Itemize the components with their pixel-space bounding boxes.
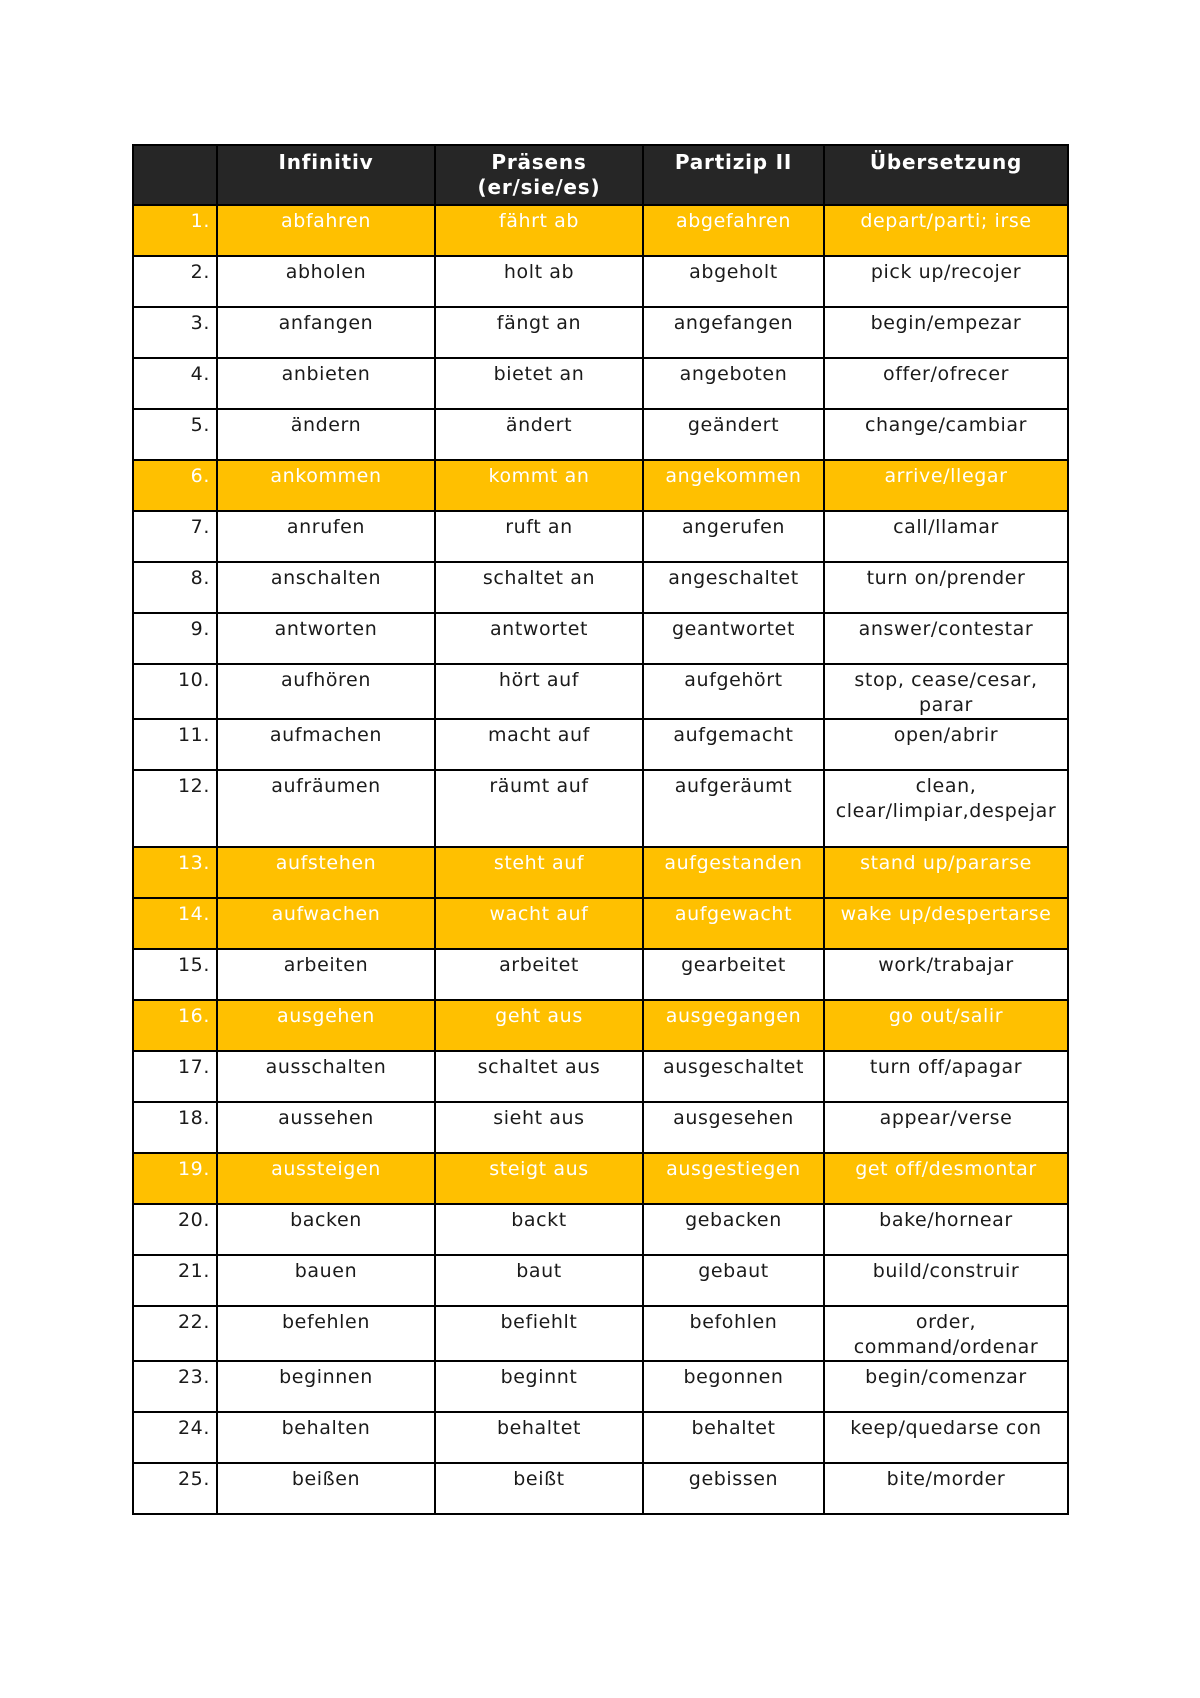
cell-number: 17. [133,1051,217,1102]
cell-number: 5. [133,409,217,460]
cell-infinitiv: ausgehen [217,1000,435,1051]
table-row-highlighted [133,205,1068,256]
cell-number: 19. [133,1153,217,1204]
table-row [133,256,1068,307]
cell-uebersetzung: go out/salir [824,1000,1068,1051]
cell-praesens: behaltet [435,1412,643,1463]
cell-uebersetzung: pick up/recojer [824,256,1068,307]
table-row [133,1102,1068,1153]
cell-number: 7. [133,511,217,562]
cell-uebersetzung: build/construir [824,1255,1068,1306]
cell-praesens: geht aus [435,1000,643,1051]
cell-infinitiv: behalten [217,1412,435,1463]
cell-number: 4. [133,358,217,409]
header-infinitiv: Infinitiv [217,145,435,205]
table-row [133,307,1068,358]
cell-infinitiv: abfahren [217,205,435,256]
cell-uebersetzung: arrive/llegar [824,460,1068,511]
table-row [133,770,1068,847]
cell-partizip: behaltet [643,1412,824,1463]
cell-uebersetzung: offer/ofrecer [824,358,1068,409]
cell-infinitiv: beginnen [217,1361,435,1412]
cell-praesens: backt [435,1204,643,1255]
cell-praesens: baut [435,1255,643,1306]
cell-uebersetzung: work/trabajar [824,949,1068,1000]
table-body [133,205,1068,1514]
cell-uebersetzung: begin/empezar [824,307,1068,358]
cell-partizip: abgefahren [643,205,824,256]
cell-uebersetzung: stop, cease/cesar, parar [824,664,1068,719]
cell-uebersetzung: bake/hornear [824,1204,1068,1255]
cell-praesens: beginnt [435,1361,643,1412]
cell-partizip: angerufen [643,511,824,562]
header-uebersetzung: Übersetzung [824,145,1068,205]
cell-number: 25. [133,1463,217,1514]
cell-number: 11. [133,719,217,770]
cell-infinitiv: anbieten [217,358,435,409]
cell-praesens: antwortet [435,613,643,664]
cell-infinitiv: ausschalten [217,1051,435,1102]
cell-uebersetzung: clean, clear/limpiar,despejar [824,770,1068,847]
cell-partizip: ausgesehen [643,1102,824,1153]
cell-uebersetzung: turn on/prender [824,562,1068,613]
table-row [133,358,1068,409]
cell-partizip: ausgestiegen [643,1153,824,1204]
cell-number: 12. [133,770,217,847]
cell-uebersetzung: open/abrir [824,719,1068,770]
cell-infinitiv: bauen [217,1255,435,1306]
table-row [133,562,1068,613]
cell-partizip: gebacken [643,1204,824,1255]
table-row-highlighted [133,847,1068,898]
cell-uebersetzung: order, command/ordenar [824,1306,1068,1361]
cell-praesens: schaltet an [435,562,643,613]
cell-number: 14. [133,898,217,949]
cell-partizip: gebaut [643,1255,824,1306]
table-row [133,1204,1068,1255]
cell-number: 24. [133,1412,217,1463]
table-row [133,1255,1068,1306]
cell-number: 23. [133,1361,217,1412]
table-row [133,1306,1068,1361]
cell-number: 22. [133,1306,217,1361]
cell-praesens: schaltet aus [435,1051,643,1102]
table-row [133,511,1068,562]
cell-number: 18. [133,1102,217,1153]
cell-partizip: begonnen [643,1361,824,1412]
cell-uebersetzung: change/cambiar [824,409,1068,460]
header-number [133,145,217,205]
verb-table [132,144,1069,1515]
cell-number: 21. [133,1255,217,1306]
cell-infinitiv: aufhören [217,664,435,719]
cell-infinitiv: anfangen [217,307,435,358]
cell-infinitiv: ankommen [217,460,435,511]
cell-infinitiv: arbeiten [217,949,435,1000]
cell-uebersetzung: turn off/apagar [824,1051,1068,1102]
cell-praesens: fängt an [435,307,643,358]
cell-uebersetzung: answer/contestar [824,613,1068,664]
cell-number: 10. [133,664,217,719]
table-row-highlighted [133,460,1068,511]
cell-partizip: geantwortet [643,613,824,664]
cell-praesens: bietet an [435,358,643,409]
cell-partizip: angekommen [643,460,824,511]
cell-uebersetzung: appear/verse [824,1102,1068,1153]
cell-number: 13. [133,847,217,898]
cell-uebersetzung: call/llamar [824,511,1068,562]
table-header [133,145,1068,205]
cell-praesens: beißt [435,1463,643,1514]
table-row-highlighted [133,1000,1068,1051]
cell-infinitiv: aufwachen [217,898,435,949]
cell-uebersetzung: keep/quedarse con [824,1412,1068,1463]
cell-partizip: aufgeräumt [643,770,824,847]
cell-number: 8. [133,562,217,613]
cell-partizip: aufgestanden [643,847,824,898]
cell-praesens: hört auf [435,664,643,719]
cell-infinitiv: aussteigen [217,1153,435,1204]
cell-praesens: räumt auf [435,770,643,847]
cell-number: 16. [133,1000,217,1051]
cell-praesens: steht auf [435,847,643,898]
cell-partizip: aufgewacht [643,898,824,949]
cell-partizip: aufgehört [643,664,824,719]
cell-number: 6. [133,460,217,511]
table-row-highlighted [133,1153,1068,1204]
cell-partizip: angeboten [643,358,824,409]
cell-partizip: abgeholt [643,256,824,307]
cell-infinitiv: antworten [217,613,435,664]
table-row [133,1463,1068,1514]
table-row [133,1361,1068,1412]
cell-praesens: steigt aus [435,1153,643,1204]
cell-praesens: befiehlt [435,1306,643,1361]
cell-praesens: ändert [435,409,643,460]
cell-infinitiv: befehlen [217,1306,435,1361]
cell-infinitiv: anschalten [217,562,435,613]
cell-partizip: angeschaltet [643,562,824,613]
cell-partizip: geändert [643,409,824,460]
cell-praesens: holt ab [435,256,643,307]
cell-praesens: ruft an [435,511,643,562]
header-partizip: Partizip II [643,145,824,205]
cell-praesens: fährt ab [435,205,643,256]
cell-uebersetzung: depart/parti; irse [824,205,1068,256]
cell-number: 20. [133,1204,217,1255]
cell-partizip: gebissen [643,1463,824,1514]
table-row [133,664,1068,719]
cell-praesens: macht auf [435,719,643,770]
table-row [133,613,1068,664]
cell-infinitiv: aufräumen [217,770,435,847]
cell-praesens: wacht auf [435,898,643,949]
table-row-highlighted [133,898,1068,949]
cell-partizip: ausgegangen [643,1000,824,1051]
cell-infinitiv: backen [217,1204,435,1255]
table-row [133,949,1068,1000]
table-row [133,409,1068,460]
cell-uebersetzung: get off/desmontar [824,1153,1068,1204]
cell-partizip: aufgemacht [643,719,824,770]
cell-praesens: sieht aus [435,1102,643,1153]
cell-number: 1. [133,205,217,256]
table-row [133,1051,1068,1102]
cell-uebersetzung: begin/comenzar [824,1361,1068,1412]
table-row [133,719,1068,770]
header-praesens: Präsens (er/sie/es) [435,145,643,205]
cell-infinitiv: anrufen [217,511,435,562]
cell-infinitiv: abholen [217,256,435,307]
cell-partizip: befohlen [643,1306,824,1361]
cell-praesens: arbeitet [435,949,643,1000]
cell-uebersetzung: wake up/despertarse [824,898,1068,949]
cell-number: 2. [133,256,217,307]
cell-partizip: ausgeschaltet [643,1051,824,1102]
cell-number: 15. [133,949,217,1000]
cell-infinitiv: aussehen [217,1102,435,1153]
cell-uebersetzung: stand up/pararse [824,847,1068,898]
cell-number: 9. [133,613,217,664]
cell-infinitiv: ändern [217,409,435,460]
cell-uebersetzung: bite/morder [824,1463,1068,1514]
cell-number: 3. [133,307,217,358]
table-row [133,1412,1068,1463]
cell-partizip: gearbeitet [643,949,824,1000]
cell-infinitiv: aufmachen [217,719,435,770]
cell-partizip: angefangen [643,307,824,358]
cell-infinitiv: beißen [217,1463,435,1514]
header-row [133,145,1068,205]
cell-praesens: kommt an [435,460,643,511]
cell-infinitiv: aufstehen [217,847,435,898]
